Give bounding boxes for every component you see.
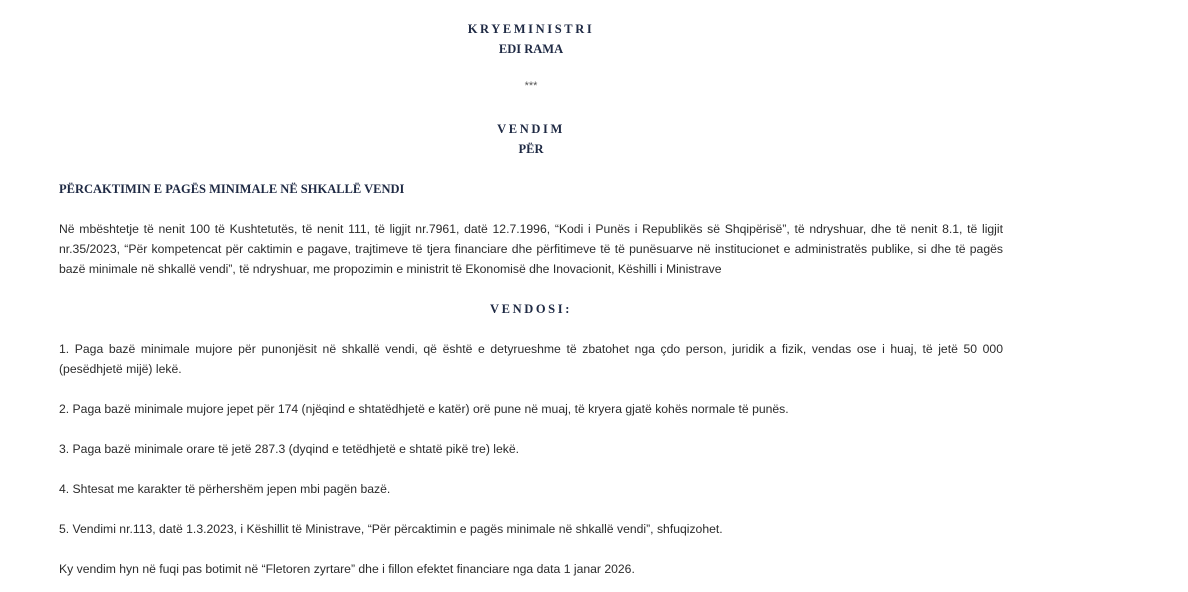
- office-title: KRYEMINISTRI: [467, 22, 595, 36]
- point-4: 4. Shtesat me karakter të përhershëm jepen mbi pagën bazë.: [59, 482, 391, 496]
- point-2: 2. Paga bazë minimale mujore jepet për 174 (njëqind e shtatëdhjetë e katër) orë pune në muaj, të kryera gjatë kohës normale të punës.: [59, 402, 789, 416]
- preamble-paragraph: Në mbështetje të nenit 100 të Kushtetutës, të nenit 111, të ligjit nr.7961, datë 12.7.1996, “Kodi i Punës i Republikës së Shqipërisë”, të ndryshuar, dhe të nenit 8.1, të ligjit nr.35/2023, “Për kompetencat për caktimin e pagave, trajtimeve të tjera financiare dhe përfitimeve të të punësuarve në institucionet e administratës publike, si dhe të pagës bazë minimale në shkallë vendi”, të ndryshuar, me propozimin e ministrit të Ekonomisë dhe Inovacionit, Këshilli i Ministrave: [59, 222, 1003, 276]
- decision-title: VENDIM: [497, 122, 565, 136]
- decision-for: PËR: [518, 142, 544, 156]
- closing-paragraph: Ky vendim hyn në fuqi pas botimit në “Fletoren zyrtare” dhe i fillon efektet financiare nga data 1 janar 2026.: [59, 562, 635, 576]
- separator: ***: [524, 80, 538, 92]
- signatory-name: EDI RAMA: [498, 42, 564, 56]
- decision-subject: PËRCAKTIMIN E PAGËS MINIMALE NË SHKALLË VENDI: [59, 182, 405, 196]
- point-3: 3. Paga bazë minimale orare të jetë 287.3 (dyqind e tetëdhjetë e shtatë pikë tre) lekë.: [59, 442, 520, 456]
- decision-document: [59, 0, 1003, 579]
- point-5: 5. Vendimi nr.113, datë 1.3.2023, i Këshillit të Ministrave, “Për përcaktimin e pagës minimale në shkallë vendi”, shfuqizohet.: [59, 522, 723, 536]
- decides-heading: VENDOSI:: [490, 302, 572, 316]
- point-1: 1. Paga bazë minimale mujore për punonjësit në shkallë vendi, që është e detyrueshme të zbatohet nga çdo person, juridik a fizik, vendas ose i huaj, të jetë 50 000 (pesëdhjetë mijë) lekë.: [59, 342, 1003, 376]
